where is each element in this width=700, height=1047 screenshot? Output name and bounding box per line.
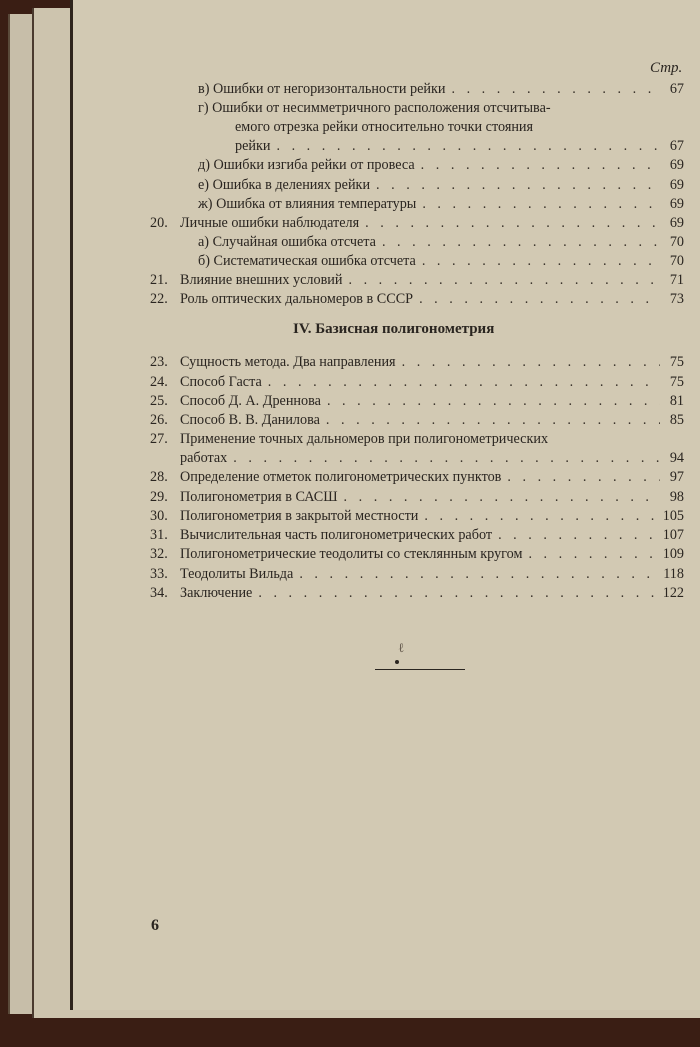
toc-leader — [422, 252, 660, 270]
toc-number: 21. — [150, 272, 168, 288]
toc-title: Личные ошибки наблюдателя — [180, 215, 360, 231]
toc-entry — [150, 392, 684, 410]
toc-title: рейки — [235, 138, 271, 154]
toc-page: 75 — [669, 374, 684, 390]
toc-page: 70 — [669, 253, 684, 269]
toc-page: 81 — [669, 393, 684, 409]
toc-title: Полигонометрические теодолиты со стеклянным кругом — [180, 546, 523, 562]
toc-leader — [424, 507, 656, 525]
toc-title: Способ Гаста — [180, 374, 262, 390]
toc-number: 24. — [150, 374, 168, 390]
toc-page: 94 — [669, 450, 684, 466]
toc-page: 85 — [669, 412, 684, 428]
toc-leader — [365, 214, 660, 232]
toc-entry — [198, 233, 684, 251]
book-page — [70, 0, 700, 1010]
toc-page: 97 — [669, 469, 684, 485]
toc-leader — [421, 156, 660, 174]
toc-page: 69 — [669, 196, 684, 212]
toc-entry — [198, 156, 684, 174]
toc-leader — [276, 137, 660, 155]
toc-leader — [348, 271, 660, 289]
toc-entry — [150, 353, 684, 371]
toc-entry — [150, 526, 684, 544]
toc-leader — [402, 353, 660, 371]
toc-entry — [198, 252, 684, 270]
toc-title: Сущность метода. Два направления — [180, 354, 396, 370]
toc-page: 75 — [669, 354, 684, 370]
section-heading: IV. Базисная полигонометрия — [293, 321, 495, 337]
toc-number: 26. — [150, 412, 168, 428]
toc-title-line: емого отрезка рейки относительно точки стояния — [235, 119, 534, 135]
toc-leader — [268, 373, 660, 391]
end-rule — [375, 669, 465, 670]
toc-title: работах — [180, 450, 228, 466]
toc-title: Определение отметок полигонометрических пунктов — [180, 469, 502, 485]
toc-title: ж) Ошибка от влияния температуры — [198, 196, 417, 212]
toc-entry — [198, 176, 684, 194]
toc-title: Полигонометрия в САСШ — [180, 489, 338, 505]
toc-entry — [150, 373, 684, 391]
toc-leader — [451, 80, 660, 98]
toc-page: 70 — [669, 234, 684, 250]
toc-leader — [326, 411, 660, 429]
toc-page: 69 — [669, 215, 684, 231]
toc-entry — [150, 545, 684, 563]
toc-page: 69 — [669, 157, 684, 173]
toc-title: а) Случайная ошибка отсчета — [198, 234, 376, 250]
toc-leader — [422, 195, 660, 213]
toc-page: 118 — [663, 566, 684, 582]
toc-entry — [180, 449, 684, 467]
toc-title: д) Ошибки изгиба рейки от провеса — [198, 157, 415, 173]
toc-number: 30. — [150, 508, 168, 524]
toc-leader — [327, 392, 660, 410]
toc-number: 27. — [150, 431, 168, 447]
toc-page: 71 — [669, 272, 684, 288]
toc-title: Способ Д. А. Дреннова — [180, 393, 321, 409]
toc-title: Способ В. В. Данилова — [180, 412, 320, 428]
toc-leader — [376, 176, 660, 194]
toc-page: 69 — [669, 177, 684, 193]
toc-title: е) Ошибка в делениях рейки — [198, 177, 371, 193]
pencil-mark: ℓ — [398, 640, 405, 655]
toc-leader — [258, 584, 656, 602]
toc-page: 73 — [669, 291, 684, 307]
toc-number: 33. — [150, 566, 168, 582]
toc-page: 67 — [669, 81, 684, 97]
toc-title: Применение точных дальномеров при полигонометрических — [180, 431, 549, 447]
toc-entry — [150, 507, 684, 525]
toc-entry — [150, 488, 684, 506]
toc-entry — [150, 468, 684, 486]
toc-number: 31. — [150, 527, 168, 543]
page-number: 6 — [151, 917, 159, 934]
toc-leader — [498, 526, 657, 544]
toc-leader — [507, 468, 660, 486]
toc-entry — [150, 214, 684, 232]
toc-page: 67 — [669, 138, 684, 154]
toc-title: Заключение — [180, 585, 253, 601]
toc-number: 34. — [150, 585, 168, 601]
toc-title-line — [150, 430, 548, 448]
toc-entry — [150, 271, 684, 289]
toc-page: 107 — [662, 527, 684, 543]
toc-number: 28. — [150, 469, 168, 485]
toc-number: 20. — [150, 215, 168, 231]
toc-leader — [528, 545, 656, 563]
toc-entry — [150, 584, 684, 602]
toc-title: Полигонометрия в закрытой местности — [180, 508, 419, 524]
toc-entry — [198, 195, 684, 213]
toc-leader — [299, 565, 657, 583]
toc-leader — [419, 290, 660, 308]
toc-page: 109 — [662, 546, 684, 562]
toc-leader — [382, 233, 660, 251]
toc-number: 32. — [150, 546, 168, 562]
toc-entry — [235, 137, 684, 155]
toc-entry — [150, 290, 684, 308]
toc-entry — [150, 565, 684, 583]
toc-title: Вычислительная часть полигонометрических работ — [180, 527, 493, 543]
toc-page: 105 — [662, 508, 684, 524]
toc-number: 29. — [150, 489, 168, 505]
toc-number: 25. — [150, 393, 168, 409]
toc-entry — [198, 80, 684, 98]
page-column-label: Стр. — [650, 60, 683, 76]
toc-title: Теодолиты Вильда — [180, 566, 294, 582]
toc-leader — [233, 449, 660, 467]
ornament-dot — [395, 660, 399, 664]
toc-leader — [344, 488, 660, 506]
toc-title: в) Ошибки от негоризонтальности рейки — [198, 81, 446, 97]
toc-number: 23. — [150, 354, 168, 370]
toc-entry — [150, 411, 684, 429]
toc-title: б) Систематическая ошибка отсчета — [198, 253, 416, 269]
toc-title: Роль оптических дальномеров в СССР — [180, 291, 414, 307]
toc-page: 122 — [662, 585, 684, 601]
toc-title: Влияние внешних условий — [180, 272, 343, 288]
toc-title-line: г) Ошибки от несимметричного расположения отсчитыва- — [198, 100, 551, 116]
toc-page: 98 — [669, 489, 684, 505]
toc-number: 22. — [150, 291, 168, 307]
